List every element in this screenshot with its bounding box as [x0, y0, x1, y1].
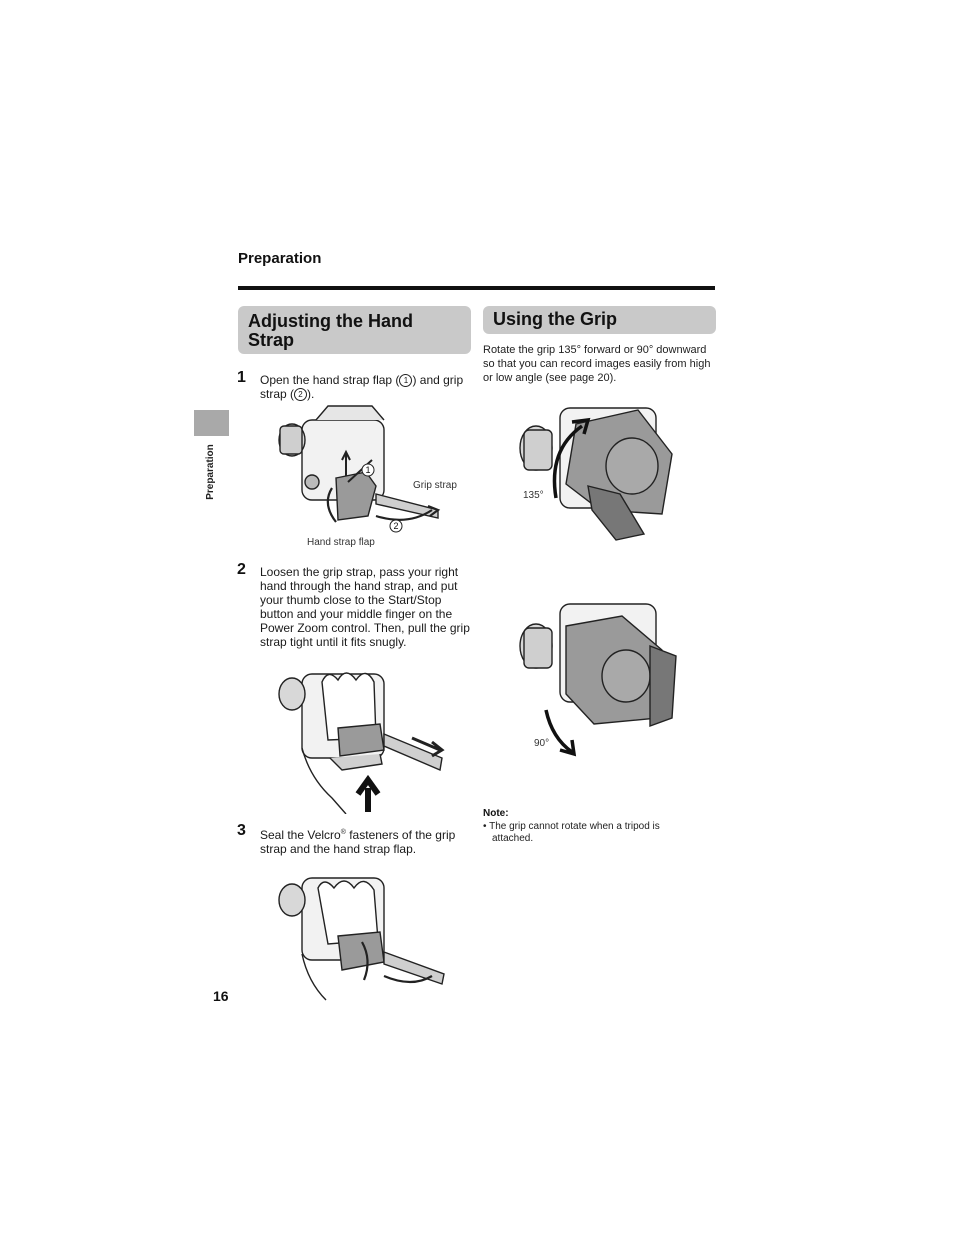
side-tab-marker	[194, 410, 229, 436]
step-1-text-c: ).	[307, 387, 315, 401]
title-using-grip: Using the Grip	[483, 306, 716, 334]
note-text: • The grip cannot rotate when a tripod is attached.	[483, 821, 660, 844]
angle-90-label: 90°	[534, 738, 550, 749]
side-tab-label: Preparation	[205, 444, 216, 500]
hand-in-strap-illustration	[272, 658, 452, 814]
fig1-mark-1: 1	[365, 465, 371, 475]
step-1-text	[260, 373, 474, 401]
step-3-text	[260, 826, 474, 856]
note-label: Note:	[483, 808, 509, 819]
label-hand-strap-flap: Hand strap flap	[307, 537, 375, 548]
step-3-number: 3	[237, 822, 246, 839]
section-heading: Preparation	[238, 250, 322, 267]
title-adjusting-hand-strap: Adjusting the Hand Strap	[238, 306, 471, 354]
grip-90-illustration	[512, 598, 688, 758]
step-3-text-b: fasteners of the grip strap and the hand strap flap.	[260, 828, 456, 856]
step-1-number: 1	[237, 369, 246, 386]
step-1-text-b: ) and grip strap (	[260, 373, 464, 401]
header-rule	[238, 286, 715, 290]
angle-135-label: 135°	[523, 490, 544, 501]
label-grip-strap: Grip strap	[413, 480, 457, 491]
step-1-text-a: Open the hand strap flap (	[260, 373, 400, 387]
step-3-text-a: Seal the Velcro	[260, 828, 341, 842]
step-2-number: 2	[237, 561, 246, 578]
fig1-mark-2: 2	[393, 521, 399, 531]
circled-mark-2: 2	[294, 388, 307, 401]
grip-intro-text: Rotate the grip 135° forward or 90° downward so that you can record images easily from high or low angle (see page 20).	[483, 344, 711, 384]
registered-mark: ®	[340, 829, 346, 836]
grip-135-illustration	[512, 394, 688, 544]
sealing-velcro-illustration	[272, 866, 452, 1004]
page-number: 16	[213, 988, 229, 1004]
step-2-text: Loosen the grip strap, pass your right hand through the hand strap, and put your thumb close to the Start/Stop button and your middle finger on the Power Zoom control. Then, pull the grip strap tight until it fits snugly.	[260, 565, 470, 649]
camcorder-open-strap-illustration	[272, 398, 472, 534]
circled-mark-1: 1	[399, 374, 412, 387]
